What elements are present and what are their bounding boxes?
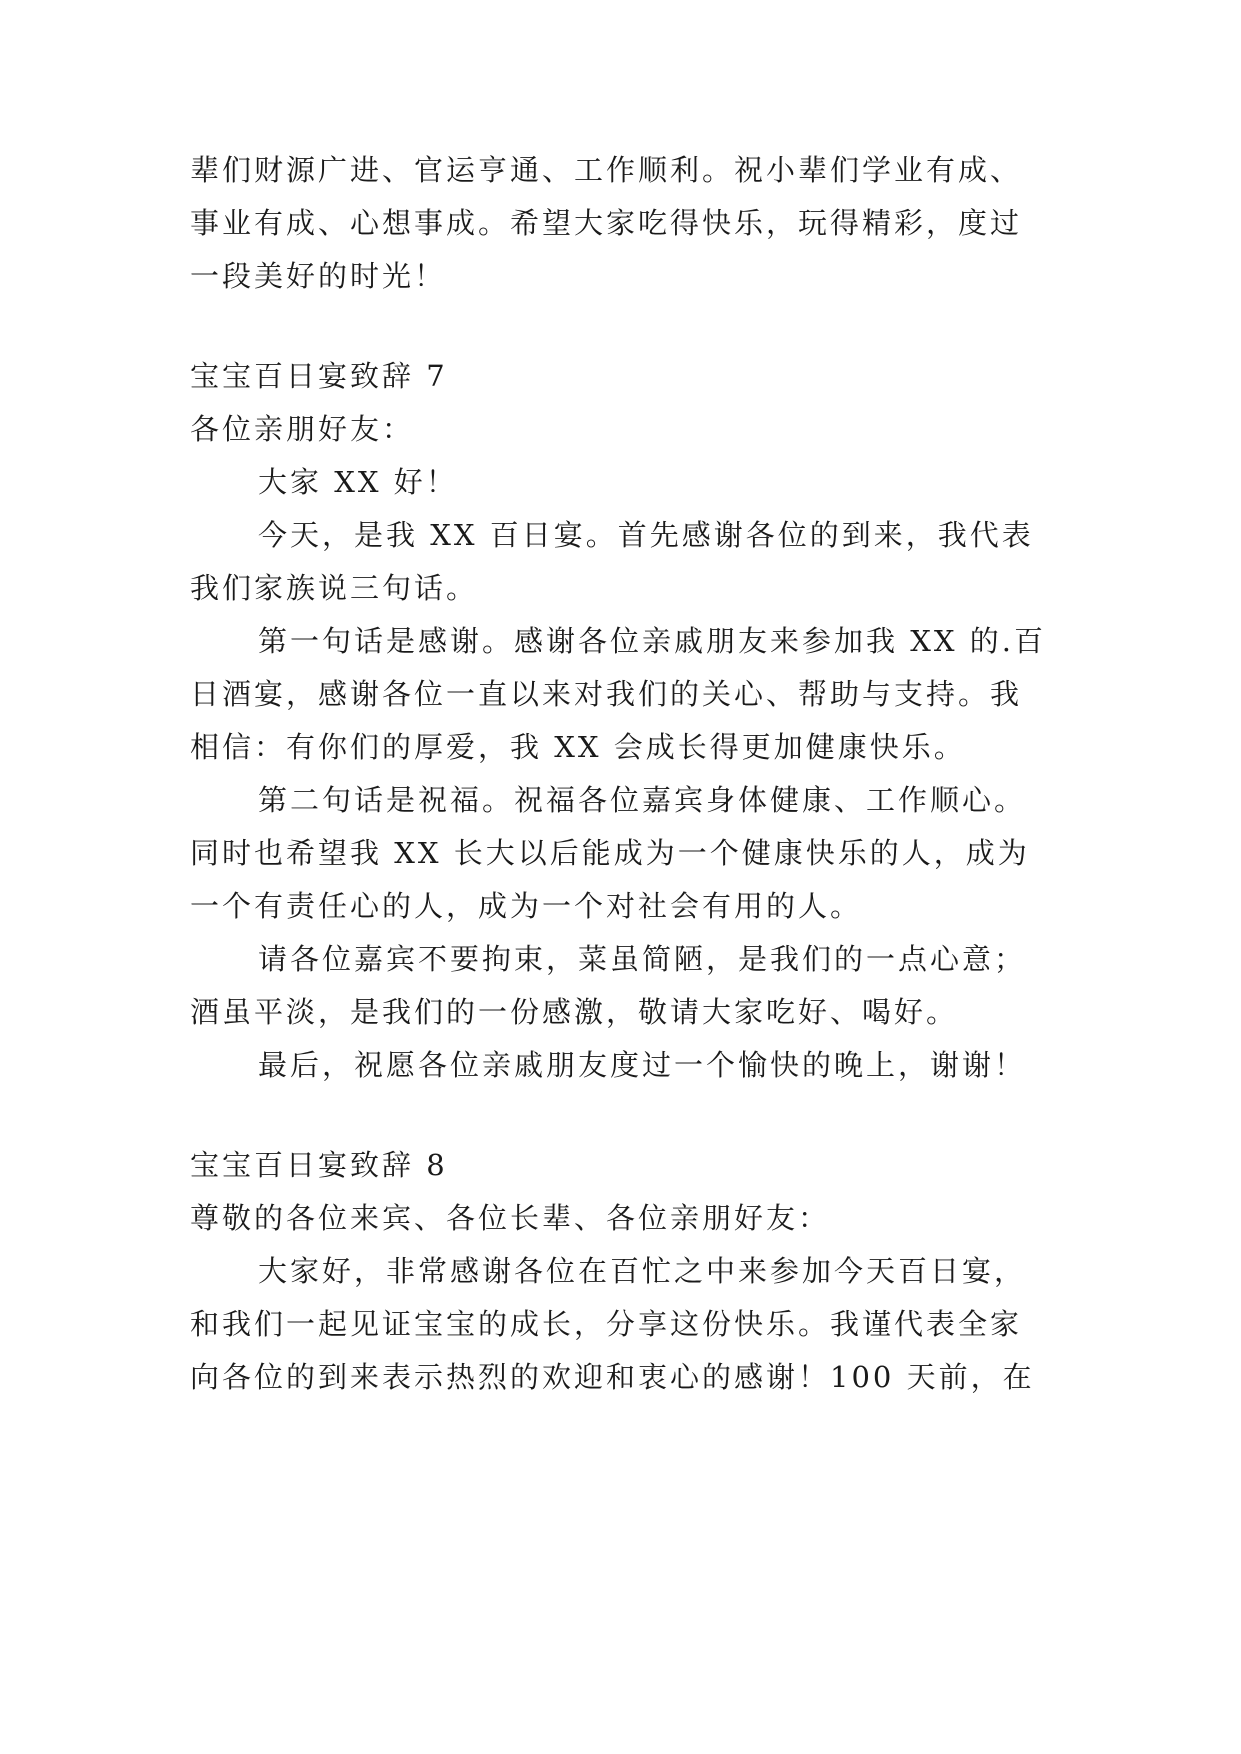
paragraph-line: 日酒宴，感谢各位一直以来对我们的关心、帮助与支持。我 (190, 677, 1023, 711)
paragraph-line: 最后，祝愿各位亲戚朋友度过一个愉快的晚上，谢谢！ (258, 1048, 1027, 1082)
paragraph-line: 大家好，非常感谢各位在百忙之中来参加今天百日宴， (258, 1254, 1027, 1288)
paragraph-line: 第二句话是祝福。祝福各位嘉宾身体健康、工作顺心。 (258, 783, 1027, 817)
greeting: 大家 XX 好！ (258, 465, 458, 499)
paragraph-line: 今天，是我 XX 百日宴。首先感谢各位的到来，我代表 (258, 518, 1034, 552)
paragraph-line: 相信：有你们的厚爱，我 XX 会成长得更加健康快乐。 (190, 730, 966, 764)
paragraph-line: 和我们一起见证宝宝的成长，分享这份快乐。我谨代表全家 (190, 1307, 1023, 1341)
intro-line: 辈们财源广进、官运亨通、工作顺利。祝小辈们学业有成、 (190, 153, 1023, 187)
paragraph-line: 向各位的到来表示热烈的欢迎和衷心的感谢！100 天前，在 (190, 1360, 1035, 1394)
intro-line: 一段美好的时光！ (190, 259, 447, 293)
section-title: 宝宝百日宴致辞 8 (190, 1148, 448, 1182)
paragraph-line: 请各位嘉宾不要拘束，菜虽简陋，是我们的一点心意； (258, 942, 1027, 976)
intro-line: 事业有成、心想事成。希望大家吃得快乐，玩得精彩，度过 (190, 206, 1023, 240)
salutation: 尊敬的各位来宾、各位长辈、各位亲朋好友： (190, 1201, 831, 1235)
paragraph-line: 酒虽平淡，是我们的一份感激，敬请大家吃好、喝好。 (190, 995, 959, 1029)
paragraph-line: 一个有责任心的人，成为一个对社会有用的人。 (190, 889, 863, 923)
paragraph-line: 第一句话是感谢。感谢各位亲戚朋友来参加我 XX 的.百 (258, 624, 1046, 658)
salutation: 各位亲朋好友： (190, 412, 415, 446)
paragraph-line: 同时也希望我 XX 长大以后能成为一个健康快乐的人，成为 (190, 836, 1030, 870)
paragraph-line: 我们家族说三句话。 (190, 571, 479, 605)
section-title: 宝宝百日宴致辞 7 (190, 359, 448, 393)
